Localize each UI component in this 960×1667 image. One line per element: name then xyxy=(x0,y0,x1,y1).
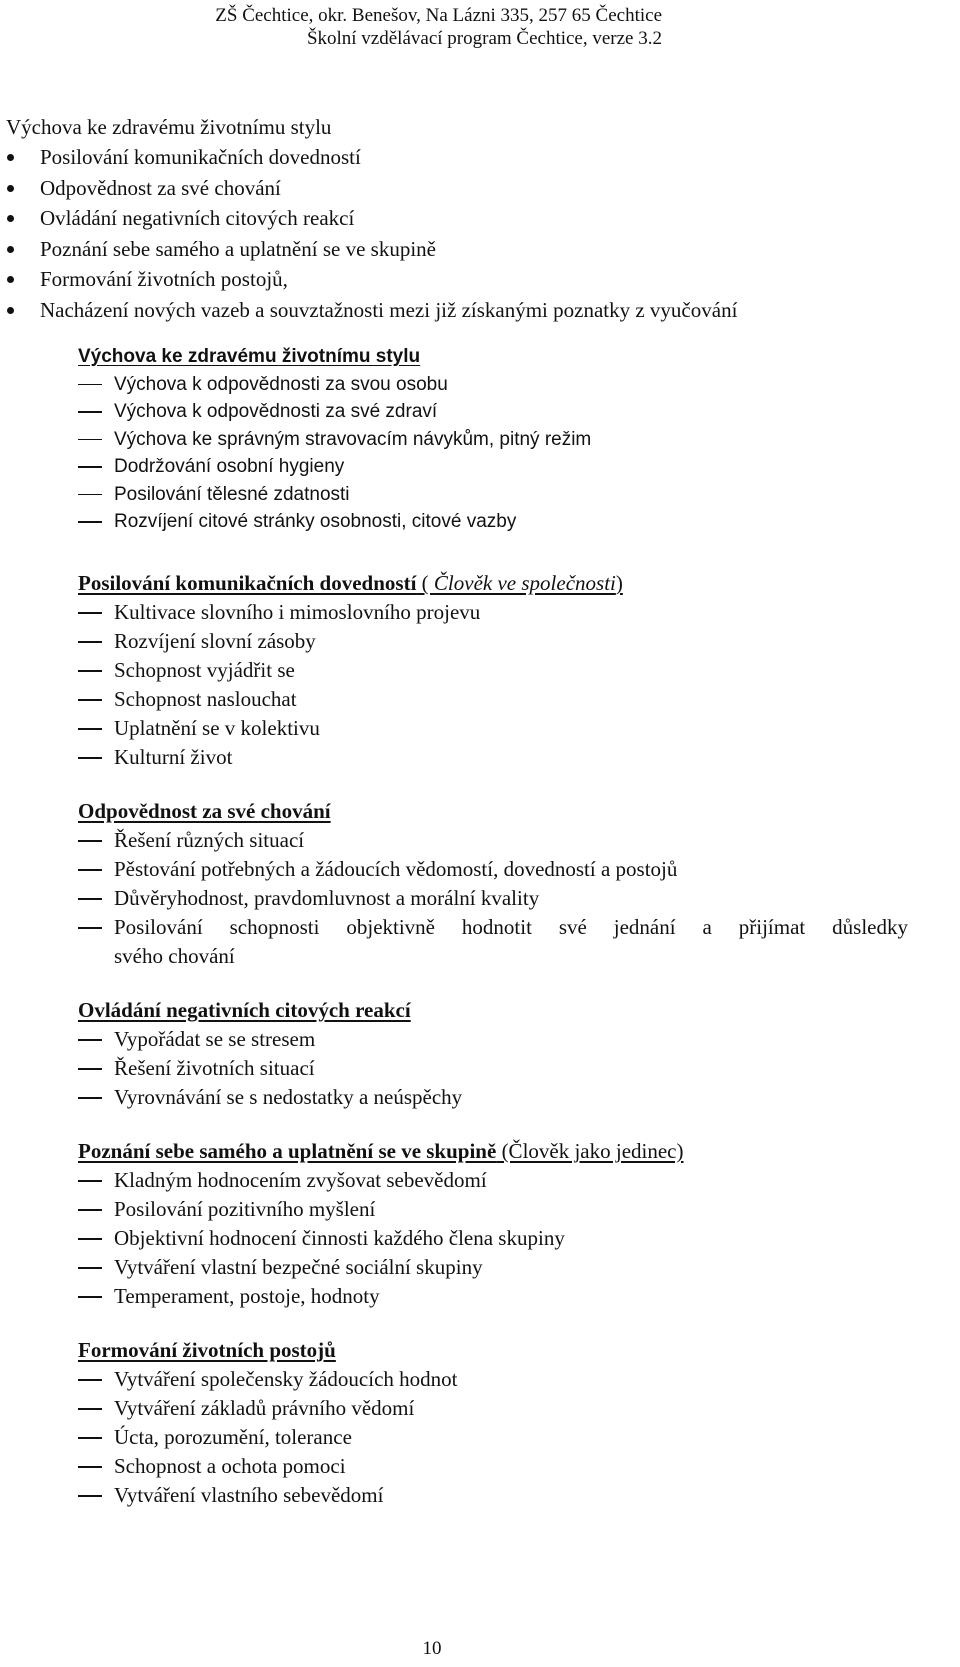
list-item: Řešení různých situací xyxy=(78,826,908,855)
list-item: Nacházení nových vazeb a souvztažnosti mezi již získanými poznatky z vyučování xyxy=(0,295,737,326)
section-title xyxy=(78,1137,908,1166)
list-item: Vytváření vlastní bezpečné sociální skupiny xyxy=(78,1253,908,1282)
list-item: Pěstování potřebných a žádoucích vědomostí, dovedností a postojů xyxy=(78,855,908,884)
section-communication-skills xyxy=(78,569,908,772)
list-item: Řešení životních situací xyxy=(78,1054,908,1083)
section-title: Výchova ke zdravému životnímu stylu xyxy=(78,346,421,367)
section-item-list xyxy=(78,1365,908,1510)
list-item: Kulturní život xyxy=(78,743,908,772)
list-item-continuation: svého chování xyxy=(114,944,235,968)
section-item-list xyxy=(78,1025,908,1112)
section-title-italic: Člověk ve společnosti xyxy=(433,571,616,595)
section-item-list xyxy=(78,1166,908,1311)
section-title-text: Posilování komunikačních dovedností xyxy=(78,571,417,595)
list-item: Uplatnění se v kolektivu xyxy=(78,714,908,743)
section-title: Ovládání negativních citových reakcí xyxy=(78,998,411,1022)
list-item: Rozvíjení citové stránky osobnosti, citové vazby xyxy=(78,508,908,536)
page-header xyxy=(162,4,662,50)
list-item: Výchova k odpovědnosti za svou osobu xyxy=(78,371,908,399)
section-title: Formování životních postojů xyxy=(78,1338,336,1362)
section-title-tail: (Člověk jako jedinec) xyxy=(496,1139,684,1163)
section-title-paren-open: ( xyxy=(416,571,434,595)
section-item-list xyxy=(78,371,908,536)
list-item: Vytváření vlastního sebevědomí xyxy=(78,1481,908,1510)
list-item: Vytváření základů právního vědomí xyxy=(78,1394,908,1423)
list-item: Důvěryhodnost, pravdomluvnost a morální kvality xyxy=(78,884,908,913)
list-item: Výchova k odpovědnosti za své zdraví xyxy=(78,398,908,426)
list-item: Vytváření společensky žádoucích hodnot xyxy=(78,1365,908,1394)
list-item: Úcta, porozumění, tolerance xyxy=(78,1423,908,1452)
section-item-list xyxy=(78,826,908,942)
list-item: Výchova ke správným stravovacím návykům, pitný režim xyxy=(78,426,908,454)
list-item: Schopnost vyjádřit se xyxy=(78,656,908,685)
list-item: Odpovědnost za své chování xyxy=(0,173,737,204)
section-responsibility xyxy=(78,797,908,971)
list-item: Vypořádat se se stresem xyxy=(78,1025,908,1054)
section-title: Odpovědnost za své chování xyxy=(78,799,331,823)
section-item-list xyxy=(78,598,908,772)
list-item: Posilování pozitivního myšlení xyxy=(78,1195,908,1224)
list-item: Dodržování osobní hygieny xyxy=(78,453,908,481)
section-life-attitudes xyxy=(78,1336,908,1510)
intro-title: Výchova ke zdravému životnímu stylu xyxy=(6,115,332,139)
list-item: Poznání sebe samého a uplatnění se ve skupině xyxy=(0,234,737,265)
list-item: Posilování komunikačních dovedností xyxy=(0,142,737,173)
list-item: Vyrovnávání se s nedostatky a neúspěchy xyxy=(78,1083,908,1112)
list-item: Posilování schopnosti objektivně hodnotit své jednání a přijímat důsledky xyxy=(78,913,908,942)
section-self-knowledge xyxy=(78,1137,908,1311)
page-number: 10 xyxy=(422,1638,442,1659)
list-item: Formování životních postojů, xyxy=(0,264,737,295)
list-item: Schopnost naslouchat xyxy=(78,685,908,714)
list-item: Ovládání negativních citových reakcí xyxy=(0,203,737,234)
section-healthy-lifestyle xyxy=(78,343,908,536)
header-program-title: Školní vzdělávací program Čechtice, verze 3.2 xyxy=(306,28,662,49)
section-emotional-control xyxy=(78,996,908,1112)
section-title-paren-close: ) xyxy=(615,571,623,595)
list-item: Posilování tělesné zdatnosti xyxy=(78,481,908,509)
section-title xyxy=(78,569,908,598)
list-item: Kultivace slovního i mimoslovního projevu xyxy=(78,598,908,627)
list-item: Kladným hodnocením zvyšovat sebevědomí xyxy=(78,1166,908,1195)
list-item: Objektivní hodnocení činnosti každého člena skupiny xyxy=(78,1224,908,1253)
list-item: Temperament, postoje, hodnoty xyxy=(78,1282,908,1311)
list-item: Rozvíjení slovní zásoby xyxy=(78,627,908,656)
header-school-address: ZŠ Čechtice, okr. Benešov, Na Lázni 335, 257 65 Čechtice xyxy=(215,5,662,26)
intro-bullet-list xyxy=(0,142,737,325)
list-item: Schopnost a ochota pomoci xyxy=(78,1452,908,1481)
section-title-text: Poznání sebe samého a uplatnění se ve skupině xyxy=(78,1139,497,1163)
